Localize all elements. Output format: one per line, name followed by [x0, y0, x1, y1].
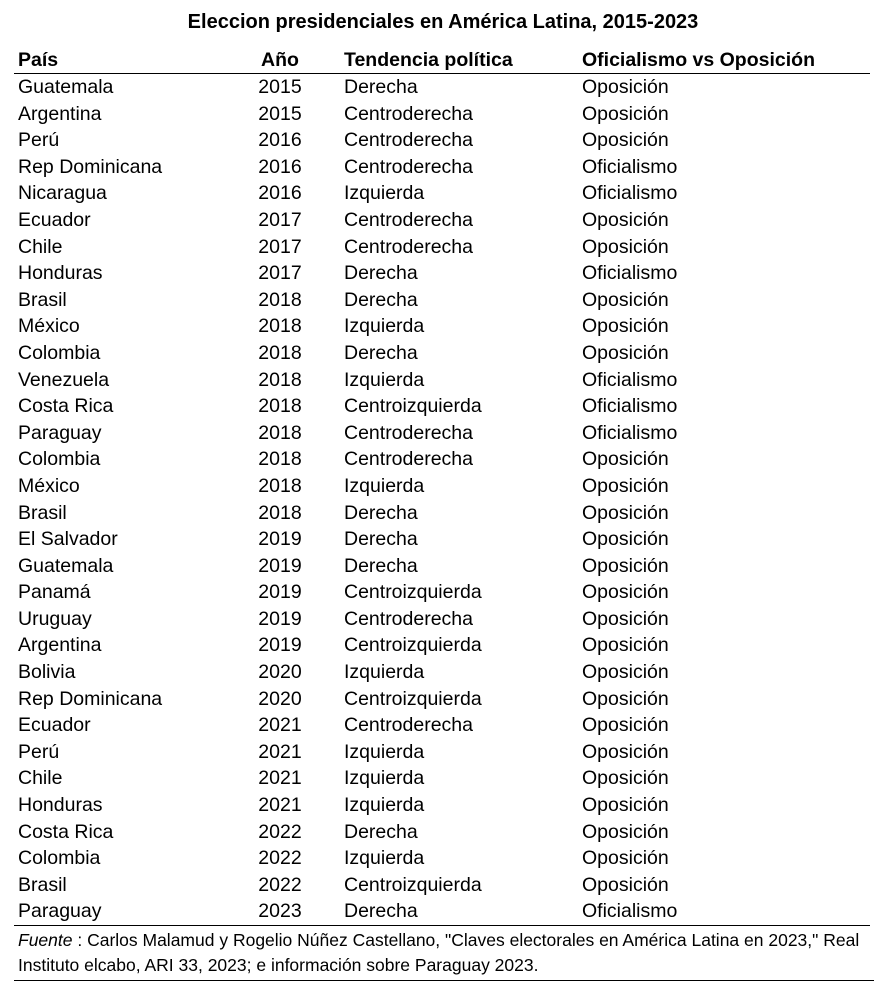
table-row	[14, 845, 870, 872]
cell-oficialismo: Oposición	[582, 235, 669, 258]
table-row	[14, 313, 870, 340]
cell-tendencia: Centroizquierda	[344, 395, 482, 418]
table-row	[14, 234, 870, 261]
cell-tendencia: Centroderecha	[344, 208, 473, 231]
table-row	[14, 260, 870, 287]
cell-tendencia: Izquierda	[344, 474, 425, 497]
cell-tendencia: Centroizquierda	[344, 634, 482, 657]
cell-pais: Argentina	[18, 634, 102, 657]
table-row	[14, 420, 870, 447]
cell-oficialismo: Oposición	[582, 288, 669, 311]
table-row	[14, 340, 870, 367]
cell-pais: Paraguay	[14, 898, 246, 925]
cell-oficialismo: Oposición	[582, 129, 669, 152]
table-row	[14, 686, 870, 713]
cell-pais: Argentina	[18, 102, 102, 125]
cell-pais: Bolivia	[18, 661, 76, 684]
cell-oficialismo: Oposición	[582, 794, 669, 817]
table-title: Eleccion presidenciales en América Latina, 2015-2023	[187, 11, 699, 33]
table-row	[14, 207, 870, 234]
cell-anio: 2018	[258, 501, 302, 524]
cell-pais: Costa Rica	[18, 820, 114, 843]
cell-tendencia: Derecha	[310, 898, 564, 925]
cell-tendencia: Centroderecha	[344, 235, 473, 258]
cell-oficialismo: Oficialismo	[582, 155, 678, 178]
source-text: : Carlos Malamud y Rogelio Núñez Castellano, "Claves electorales en América Latina en 2023," Real Instituto elcabo, ARI 33, 2023; e información sobre Paraguay 2023.	[18, 930, 860, 975]
cell-anio: 2019	[258, 528, 302, 551]
cell-anio: 2019	[258, 634, 302, 657]
cell-oficialismo: Oficialismo	[582, 182, 678, 205]
cell-pais: Honduras	[18, 262, 103, 285]
table-row	[14, 473, 870, 500]
cell-oficialismo: Oposición	[582, 714, 669, 737]
cell-anio: 2021	[258, 740, 302, 763]
source-note	[14, 928, 874, 981]
elections-table	[14, 48, 870, 926]
cell-tendencia: Izquierda	[344, 182, 425, 205]
cell-pais: México	[18, 474, 80, 497]
cell-anio: 2022	[258, 847, 302, 870]
cell-oficialismo: Oposición	[582, 607, 669, 630]
cell-tendencia: Izquierda	[344, 661, 425, 684]
table-row	[14, 154, 870, 181]
cell-pais: Brasil	[18, 288, 67, 311]
cell-pais: Chile	[18, 767, 63, 790]
cell-anio: 2018	[258, 474, 302, 497]
cell-anio: 2021	[258, 767, 302, 790]
cell-tendencia: Centroizquierda	[344, 687, 482, 710]
cell-anio: 2020	[258, 661, 302, 684]
cell-pais: Brasil	[18, 873, 67, 896]
cell-oficialismo: Oposición	[582, 448, 669, 471]
cell-anio: 2015	[258, 102, 302, 125]
cell-pais: Rep Dominicana	[18, 687, 163, 710]
cell-tendencia: Izquierda	[344, 368, 425, 391]
cell-anio: 2021	[258, 714, 302, 737]
cell-tendencia: Centroderecha	[344, 155, 473, 178]
header-oficialismo: Oficialismo vs Oposición	[564, 48, 870, 74]
cell-anio: 2018	[258, 288, 302, 311]
table-row	[14, 819, 870, 846]
cell-oficialismo: Oposición	[582, 341, 669, 364]
cell-tendencia: Derecha	[344, 820, 418, 843]
cell-oficialismo: Oposición	[582, 208, 669, 231]
cell-pais: Colombia	[18, 448, 101, 471]
cell-tendencia: Derecha	[344, 341, 418, 364]
cell-anio: 2020	[258, 687, 302, 710]
cell-tendencia: Derecha	[344, 554, 418, 577]
cell-anio: 2018	[258, 421, 302, 444]
cell-anio: 2022	[258, 820, 302, 843]
cell-tendencia: Centroderecha	[344, 607, 473, 630]
cell-oficialismo: Oficialismo	[582, 368, 678, 391]
cell-tendencia: Centroderecha	[344, 714, 473, 737]
source-label: Fuente	[18, 930, 73, 950]
cell-oficialismo: Oficialismo	[582, 262, 678, 285]
cell-anio: 2016	[258, 129, 302, 152]
table-row	[14, 659, 870, 686]
cell-anio: 2019	[258, 554, 302, 577]
cell-anio: 2017	[258, 262, 302, 285]
cell-anio: 2018	[258, 448, 302, 471]
cell-oficialismo: Oposición	[582, 581, 669, 604]
table-row	[14, 74, 870, 101]
cell-tendencia: Centroderecha	[344, 448, 473, 471]
cell-pais: Venezuela	[18, 368, 110, 391]
cell-oficialismo: Oposición	[582, 474, 669, 497]
cell-pais: Honduras	[18, 794, 103, 817]
cell-anio: 2018	[258, 341, 302, 364]
cell-oficialismo: Oposición	[582, 76, 669, 98]
cell-anio: 2017	[258, 208, 302, 231]
cell-oficialismo: Oposición	[582, 528, 669, 551]
cell-oficialismo: Oposición	[582, 873, 669, 896]
cell-tendencia: Izquierda	[344, 767, 425, 790]
cell-anio: 2016	[258, 182, 302, 205]
cell-oficialismo: Oposición	[582, 661, 669, 684]
cell-pais: Panamá	[18, 581, 91, 604]
cell-tendencia: Derecha	[344, 501, 418, 524]
cell-oficialismo: Oposición	[582, 315, 669, 338]
header-anio: Año	[246, 48, 310, 74]
cell-pais: Chile	[18, 235, 63, 258]
cell-oficialismo: Oposición	[582, 634, 669, 657]
cell-pais: Guatemala	[18, 76, 114, 98]
table-row	[14, 367, 870, 394]
cell-oficialismo: Oposición	[582, 687, 669, 710]
cell-oficialismo: Oposición	[582, 501, 669, 524]
cell-oficialismo: Oficialismo	[582, 395, 678, 418]
cell-oficialismo: Oposición	[582, 847, 669, 870]
cell-tendencia: Centroizquierda	[344, 873, 482, 896]
table-body	[14, 74, 870, 926]
table-row	[14, 101, 870, 128]
table-row	[14, 792, 870, 819]
table-row	[14, 180, 870, 207]
table-row	[14, 712, 870, 739]
cell-pais: Nicaragua	[18, 182, 107, 205]
table-row	[14, 765, 870, 792]
cell-anio: 2023	[246, 898, 310, 925]
cell-anio: 2018	[258, 368, 302, 391]
cell-pais: México	[18, 315, 80, 338]
cell-pais: Paraguay	[18, 421, 102, 444]
header-row	[14, 48, 870, 74]
table-row	[14, 393, 870, 420]
cell-oficialismo: Oposición	[582, 102, 669, 125]
table-row	[14, 579, 870, 606]
header-pais: País	[14, 48, 246, 74]
cell-tendencia: Centroderecha	[344, 102, 473, 125]
cell-tendencia: Izquierda	[344, 794, 425, 817]
cell-pais: Uruguay	[18, 607, 92, 630]
table-row	[14, 898, 870, 925]
table-row	[14, 553, 870, 580]
cell-tendencia: Derecha	[344, 76, 418, 98]
table-row	[14, 127, 870, 154]
cell-pais: El Salvador	[18, 528, 118, 551]
cell-pais: Ecuador	[18, 208, 91, 231]
cell-oficialismo: Oposición	[582, 554, 669, 577]
cell-anio: 2018	[258, 315, 302, 338]
header-tendencia: Tendencia política	[310, 48, 564, 74]
cell-tendencia: Centroizquierda	[344, 581, 482, 604]
cell-pais: Guatemala	[18, 554, 114, 577]
cell-tendencia: Izquierda	[344, 315, 425, 338]
cell-tendencia: Derecha	[344, 262, 418, 285]
cell-anio: 2019	[258, 607, 302, 630]
table-row	[14, 446, 870, 473]
cell-pais: Colombia	[18, 847, 101, 870]
cell-oficialismo: Oposición	[582, 740, 669, 763]
cell-pais: Brasil	[18, 501, 67, 524]
cell-oficialismo: Oficialismo	[582, 421, 678, 444]
cell-anio: 2015	[258, 76, 302, 98]
table-row	[14, 739, 870, 766]
cell-oficialismo: Oposición	[582, 820, 669, 843]
cell-tendencia: Derecha	[344, 528, 418, 551]
cell-tendencia: Centroderecha	[344, 129, 473, 152]
cell-pais: Ecuador	[18, 714, 91, 737]
table-row	[14, 500, 870, 527]
cell-oficialismo: Oficialismo	[564, 898, 870, 925]
cell-pais: Rep Dominicana	[18, 155, 163, 178]
cell-pais: Perú	[18, 740, 60, 763]
table-row	[14, 632, 870, 659]
cell-pais: Perú	[18, 129, 60, 152]
table-row	[14, 287, 870, 314]
cell-pais: Colombia	[18, 341, 101, 364]
cell-oficialismo: Oposición	[582, 767, 669, 790]
table-row	[14, 606, 870, 633]
cell-anio: 2022	[258, 873, 302, 896]
table-row	[14, 526, 870, 553]
cell-anio: 2017	[258, 235, 302, 258]
cell-anio: 2018	[258, 395, 302, 418]
cell-tendencia: Derecha	[344, 288, 418, 311]
cell-pais: Costa Rica	[18, 395, 114, 418]
table-row	[14, 872, 870, 899]
cell-tendencia: Izquierda	[344, 847, 425, 870]
cell-tendencia: Izquierda	[344, 740, 425, 763]
cell-anio: 2019	[258, 581, 302, 604]
cell-anio: 2021	[258, 794, 302, 817]
cell-anio: 2016	[258, 155, 302, 178]
cell-tendencia: Centroderecha	[344, 421, 473, 444]
